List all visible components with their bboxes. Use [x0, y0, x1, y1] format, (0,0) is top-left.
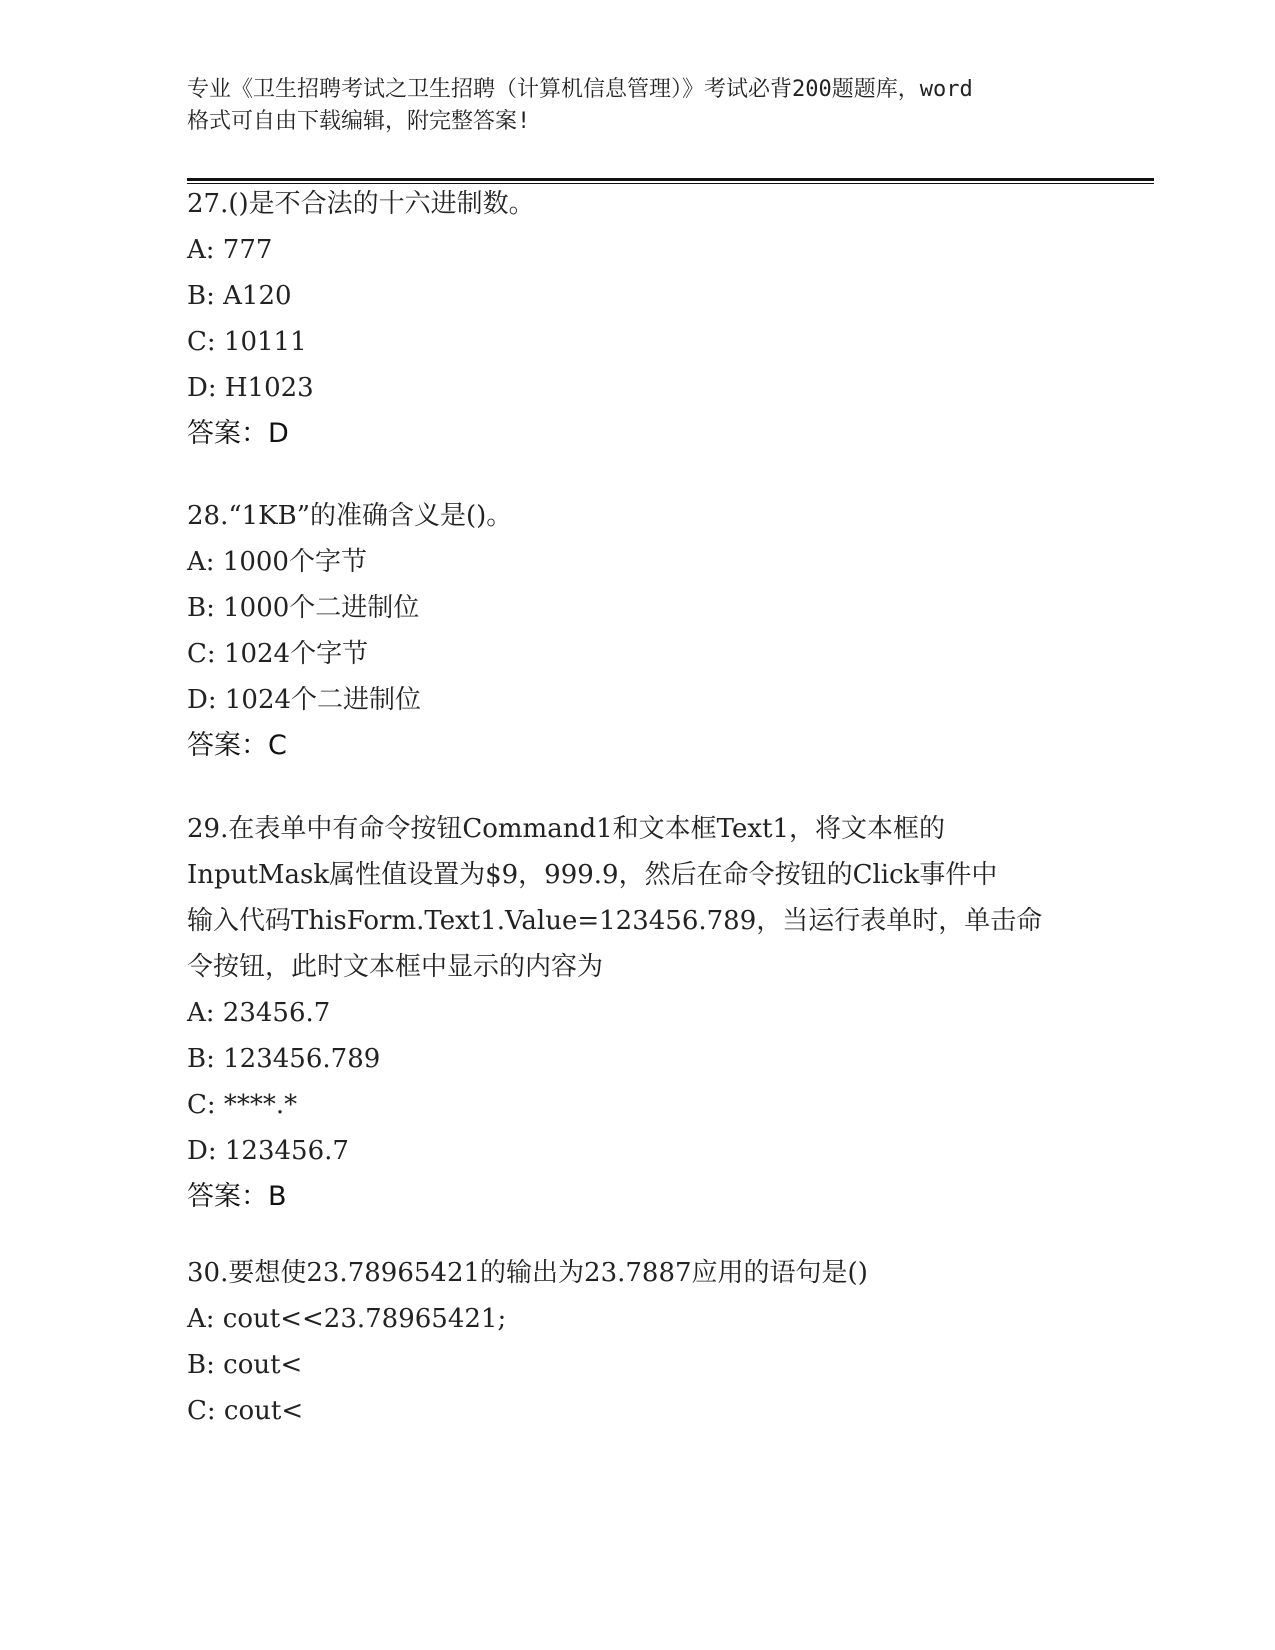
question-stem: 27.()是不合法的十六进制数。	[187, 189, 535, 219]
option-d: D: H1023	[187, 373, 314, 403]
answer-label: 答案：D	[187, 418, 289, 449]
question-stem	[187, 806, 1087, 990]
option-c: C: ****.*	[187, 1090, 298, 1120]
question-stem-line-1: 29.在表单中有命令按钮Command1和文本框Text1，将文本框的	[187, 814, 945, 844]
question-28	[187, 493, 1087, 769]
answer-label: 答案：C	[187, 730, 287, 761]
question-27	[187, 181, 1087, 457]
question-stem: 28.“1KB”的准确含义是()。	[187, 501, 513, 531]
document-header	[187, 74, 1087, 138]
option-d: D: 123456.7	[187, 1136, 349, 1166]
option-a: A: 1000个字节	[187, 547, 367, 577]
option-a: A: 23456.7	[187, 998, 331, 1028]
option-a: A: cout<<23.78965421;	[187, 1304, 507, 1334]
option-b: B: cout<	[187, 1350, 303, 1380]
option-c: C: cout<	[187, 1396, 304, 1426]
header-line-1: 专业《卫生招聘考试之卫生招聘（计算机信息管理）》考试必背200题题库，word	[187, 77, 973, 102]
option-b: B: 1000个二进制位	[187, 593, 420, 623]
answer-label: 答案：B	[187, 1181, 287, 1212]
question-30	[187, 1250, 1087, 1434]
option-a: A: 777	[187, 235, 273, 265]
question-29	[187, 806, 1087, 1220]
option-b: B: 123456.789	[187, 1044, 381, 1074]
header-line-2: 格式可自由下载编辑，附完整答案!	[187, 109, 531, 134]
question-stem-line-2: InputMask属性值设置为$9，999.9，然后在命令按钮的Click事件中	[187, 860, 998, 890]
option-c: C: 1024个字节	[187, 639, 369, 669]
question-stem-line-4: 令按钮，此时文本框中显示的内容为	[187, 952, 604, 982]
option-c: C: 10111	[187, 327, 307, 357]
option-b: B: A120	[187, 281, 292, 311]
question-stem: 30.要想使23.78965421的输出为23.7887应用的语句是()	[187, 1258, 868, 1288]
option-d: D: 1024个二进制位	[187, 685, 422, 715]
question-stem-line-3: 输入代码ThisForm.Text1.Value=123456.789，当运行表单时，单击命	[187, 906, 1043, 936]
